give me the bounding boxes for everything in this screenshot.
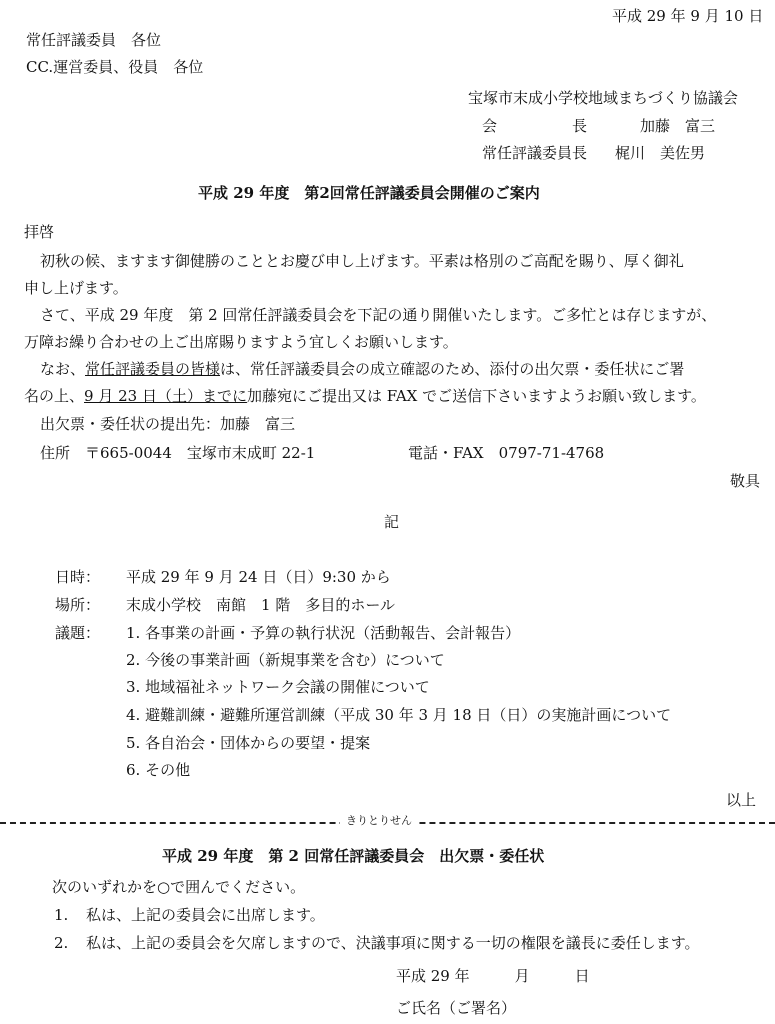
form-option-number: 2. [54, 934, 69, 952]
agenda-item: 6. その他 [126, 761, 191, 779]
recipient-line: CC.運営委員、役員 各位 [26, 58, 204, 76]
form-date-line: 平成 29 年 月 日 [396, 967, 590, 985]
detail-value-place: 末成小学校 南館 1 階 多目的ホール [126, 596, 396, 614]
body-paragraph-line: さて、平成 29 年度 第 2 回常任評議委員会を下記の通り開催いたします。ご多忙とは存じますが、 [40, 306, 717, 324]
body-text: 名の上、 [24, 387, 85, 405]
sender-committee-title: 常任評議委員長 [482, 144, 588, 162]
agenda-item: 2. 今後の事業計画（新規事業を含む）について [126, 651, 445, 669]
sender-chair-name: 加藤 富三 [640, 117, 716, 135]
agenda-item: 5. 各自治会・団体からの要望・提案 [126, 734, 371, 752]
detail-label-place: 場所： [55, 596, 101, 614]
body-paragraph-line: 申し上げます。 [24, 279, 128, 297]
document-title: 平成 29 年度 第2回常任評議委員会開催のご案内 [198, 184, 540, 202]
closing-ijo: 以上 [726, 791, 757, 809]
detail-label-date: 日時： [55, 568, 101, 586]
form-option-proxy: 私は、上記の委員会を欠席しますので、決議事項に関する一切の権限を議長に委任します。 [86, 934, 700, 952]
form-signature-label: ご氏名（ご署名） [396, 999, 517, 1017]
agenda-item: 1. 各事業の計画・予算の執行状況（活動報告、会計報告） [126, 624, 521, 642]
salutation: 拝啓 [24, 223, 55, 241]
agenda-item: 3. 地域福祉ネットワーク会議の開催について [126, 678, 430, 696]
detail-label-agenda: 議題： [55, 624, 101, 642]
body-paragraph-line [24, 386, 706, 406]
submit-to: 出欠票・委任状の提出先：加藤 富三 [40, 415, 296, 433]
body-text: 加藤宛にご提出又は FAX でご送信下さいますようお願い致します。 [246, 387, 706, 405]
body-paragraph-line: 万障お繰り合わせの上ご出席賜りますよう宜しくお願いします。 [24, 333, 458, 351]
document-date: 平成 29 年 9 月 10 日 [612, 7, 764, 25]
emphasis-deadline: 9 月 23 日（土）までに [84, 387, 247, 405]
address: 住所 〒665-0044 宝塚市末成町 22-1 [40, 444, 316, 462]
body-paragraph-line [40, 359, 684, 379]
form-instruction: 次のいずれかを○で囲んでください。 [52, 878, 306, 896]
sender-committee-name: 梶川 美佐男 [615, 144, 706, 162]
emphasis-recipients: 常任評議委員の皆様 [85, 360, 221, 378]
form-option-number: 1. [54, 906, 69, 924]
agenda-item: 4. 避難訓練・避難所運営訓練（平成 30 年 3 月 18 日（日）の実施計画について [126, 706, 672, 724]
body-text: なお、 [40, 360, 86, 378]
body-text: は、常任評議委員会の成立確認のため、添付の出欠票・委任状にご署 [220, 360, 685, 378]
cut-line-label: きりとりせん [340, 812, 418, 830]
form-title: 平成 29 年度 第 2 回常任評議委員会 出欠票・委任状 [162, 847, 545, 865]
closing-keigu: 敬具 [730, 472, 761, 490]
form-option-attend: 私は、上記の委員会に出席します。 [86, 906, 325, 924]
recipient-line: 常任評議委員 各位 [26, 31, 162, 49]
ki-heading: 記 [384, 513, 400, 531]
detail-value-date: 平成 29 年 9 月 24 日（日）9:30 から [126, 568, 391, 586]
body-paragraph-line: 初秋の候、ますます御健勝のこととお慶び申し上げます。平素は格別のご高配を賜り、厚く御礼 [40, 252, 684, 270]
sender-organization: 宝塚市末成小学校地域まちづくり協議会 [468, 89, 738, 107]
phone-fax: 電話・FAX 0797-71-4768 [408, 444, 605, 462]
sender-chair-title: 会 長 [482, 117, 588, 135]
